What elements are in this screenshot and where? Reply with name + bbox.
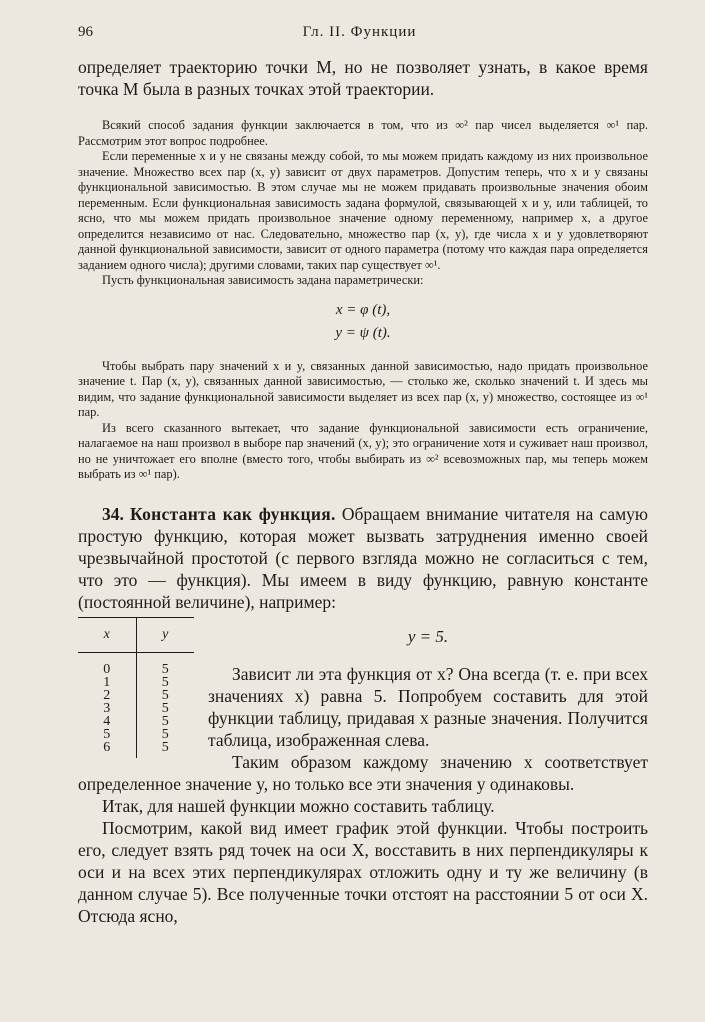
table-cell-x: 5 — [103, 726, 111, 742]
parametric-formulas — [78, 299, 648, 345]
table-cell-y: 5 — [136, 728, 194, 741]
table-cell-x: 1 — [103, 674, 111, 690]
table-row — [78, 741, 194, 758]
section-paragraph — [78, 503, 648, 613]
formula-x: x = φ (t), — [335, 301, 391, 318]
paragraph-after-1: Итак, для нашей функции можно составить таблицу. — [102, 795, 495, 816]
paragraph-after-2: Посмотрим, какой вид имеет график этой функции. Чтобы построить его, следует взять ряд точек на оси X, восставить в них перпендикуляры к оси и на всех этих перпендикулярах отложить одну и ту же величину (в данном случае 5). Все полученные точки отстоят на расстоянии 5 от оси X. Отсюда ясно, — [78, 817, 648, 926]
table-cell-y: 5 — [136, 741, 194, 758]
table-row — [78, 652, 194, 676]
table-cell-y: 5 — [136, 702, 194, 715]
intro-paragraph: определяет траекторию точки M, но не позволяет узнать, в какое время точка M была в разных точках этой траектории. — [78, 57, 648, 99]
small-paragraph-5: Из всего сказанного вытекает, что задание функциональной зависимости есть ограничение, налагаемое на наш произвол в выборе пар значений (x, y); это ограничение хотя и суживает наш произвол, но не уничтожает его вполне (вместо того, чтобы выбирать из ∞² всевозможных пар, мы теперь можем выбрать из ∞¹ пар). — [78, 420, 648, 481]
constant-equation: y = 5. — [407, 626, 449, 646]
page-body — [78, 56, 648, 927]
table-header-y: y — [136, 618, 194, 653]
section-text-before-table: Обращаем внимание читателя на самую простую функцию, которая может вызвать затруднения именно своей чрезвычайной простотой (с первого взгляда можно не согласиться с тем, что это — функция). Мы имеем в виду функцию, равную константе (постоянной величине), например: — [78, 503, 649, 612]
table-row — [78, 702, 194, 715]
values-table — [78, 617, 194, 758]
small-paragraph-4: Чтобы выбрать пару значений x и y, связанных данной зависимостью, надо придать произвольное значение t. Пар (x, y), связанных данной зависимостью, — столько же, сколько значений t. И здесь мы видим, что задание функциональной зависимости выделяет из всех пар (x, y) множество, состоящее из ∞¹ пар. — [78, 358, 648, 419]
small-paragraph-2: Если переменные x и y не связаны между собой, то мы можем придать каждому из них произвольное значение. Множество всех пар (x, y) зависит от двух параметров. Допустим теперь, что x и y связаны функциональной зависимостью. В этом случае мы не можем придавать произвольные значения обоим переменным. Если функциональная зависимость задана формулой, связывающей x и y, или таблицей, то ясно, что мы можем придать произвольное значение одному переменному, например x, а другое определится независимо от нас. Следовательно, множество пар (x, y), где числа x и y удовлетворяют данной функциональной зависимости, зависит от одного параметра (потому что каждая пара определяется заданием одного числа); другими словами, таких пар существует ∞¹. — [78, 149, 648, 272]
table-cell-y: 5 — [136, 652, 194, 676]
page-number: 96 — [78, 24, 93, 40]
formula-y: y = ψ (t). — [335, 324, 391, 341]
table-row — [78, 715, 194, 728]
section-number: 34. — [102, 503, 124, 524]
small-paragraph-3: Пусть функциональная зависимость задана параметрически: — [102, 273, 424, 287]
table-cell-x: 6 — [103, 739, 111, 755]
table-cell-y: 5 — [136, 676, 194, 689]
table-cell-x: 2 — [103, 687, 111, 703]
text-beside-table: Зависит ли эта функция от x? Она всегда (т. е. при всех значениях x) равна 5. Попробуем составить для этой функции таблицу, придавая x разные значения. Получится таблица, изображенная слева. — [208, 663, 648, 750]
page-header — [78, 24, 641, 46]
text-after-table: Таким образом каждому значению x соответствует определенное значение y, но только все эти значения y одинаковы. — [78, 751, 648, 794]
table-cell-x: 0 — [103, 661, 111, 677]
small-paragraph-1: Всякий способ задания функции заключается в том, что из ∞² пар чисел выделяется ∞¹ пар. Рассмотрим этот вопрос подробнее. — [78, 118, 648, 148]
table-row — [78, 676, 194, 689]
table-cell-y: 5 — [136, 689, 194, 702]
table-cell-x: 4 — [103, 713, 111, 729]
table-row — [78, 728, 194, 741]
table-cell-y: 5 — [136, 715, 194, 728]
table-cell-x: 3 — [103, 700, 111, 716]
running-title: Гл. II. Функции — [302, 24, 417, 40]
table-row — [78, 689, 194, 702]
section-title: Константа как функция. — [130, 503, 336, 524]
table-header-x: x — [78, 618, 136, 653]
